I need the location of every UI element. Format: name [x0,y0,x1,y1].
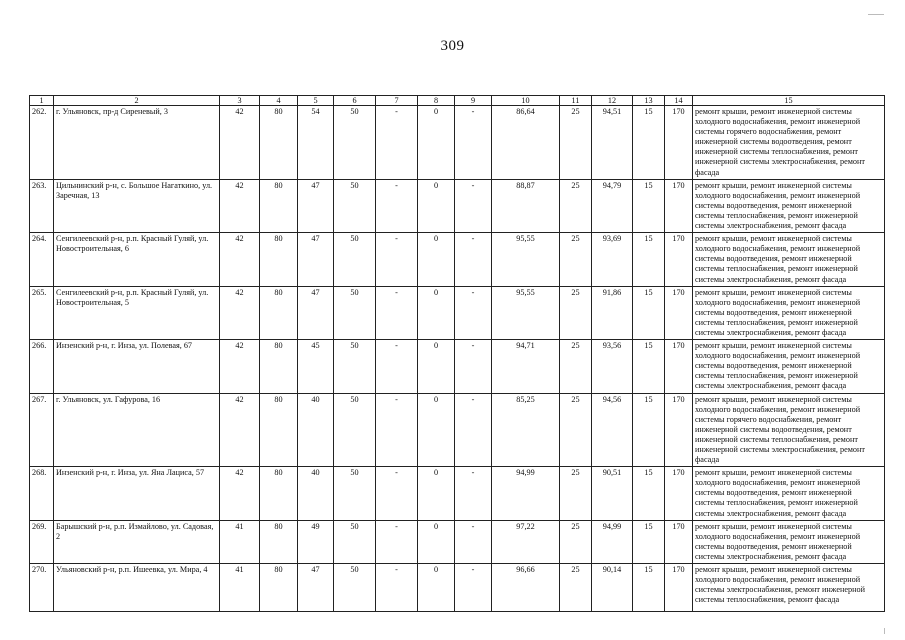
value-cell: 80 [260,106,298,180]
address-cell: Ульяновский р-н, р.п. Ишеевка, ул. Мира, 4 [54,564,220,612]
value-cell: 0 [418,340,455,393]
value-cell: 15 [633,564,665,612]
value-cell: 54 [298,106,334,180]
value-cell: 96,66 [492,564,560,612]
column-header: 14 [665,96,693,106]
column-header: 5 [298,96,334,106]
works-list-cell: ремонт крыши, ремонт инженерной системы холодного водоснабжения, ремонт инженерной системы горячего водоснабжения, ремонт инженерной системы водоотведения, ремонт инженерной системы теплоснабжения, ремонт инженерной системы электроснабжения, ремонт фасада [693,393,885,467]
value-cell: 0 [418,233,455,286]
value-cell: 50 [334,106,376,180]
value-cell: 42 [220,286,260,339]
column-header: 9 [455,96,492,106]
column-header: 8 [418,96,455,106]
address-cell: Сенгилеевский р-н, р.п. Красный Гуляй, ул. Новостроительная, 6 [54,233,220,286]
scan-mark [884,628,885,634]
value-cell: 86,64 [492,106,560,180]
address-cell: г. Ульяновск, ул. Гафурова, 16 [54,393,220,467]
value-cell: 170 [665,340,693,393]
address-cell: Цильнинский р-н, с. Большое Нагаткино, ул. Заречная, 13 [54,179,220,232]
value-cell: 170 [665,520,693,563]
works-list-cell: ремонт крыши, ремонт инженерной системы холодного водоснабжения, ремонт инженерной системы горячего водоснабжения, ремонт инженерной системы водоотведения, ремонт инженерной системы теплоснабжения, ремонт инженерной системы электроснабжения, ремонт фасада [693,106,885,180]
value-cell: 42 [220,340,260,393]
table-row [30,106,885,180]
row-number: 262. [30,106,54,180]
value-cell: - [376,393,418,467]
table-row [30,286,885,339]
value-cell: - [376,233,418,286]
value-cell: 50 [334,520,376,563]
value-cell: 41 [220,520,260,563]
value-cell: 42 [220,233,260,286]
address-cell: Инзенский р-н, г. Инза, ул. Полевая, 67 [54,340,220,393]
value-cell: 49 [298,520,334,563]
value-cell: 170 [665,106,693,180]
value-cell: 0 [418,179,455,232]
page-number: 309 [440,38,465,54]
value-cell: - [376,467,418,520]
value-cell: 94,99 [492,467,560,520]
value-cell: 80 [260,393,298,467]
works-list-cell: ремонт крыши, ремонт инженерной системы холодного водоснабжения, ремонт инженерной системы водоотведения, ремонт инженерной системы электроснабжения, ремонт фасада [693,520,885,563]
value-cell: 25 [560,467,592,520]
value-cell: - [455,286,492,339]
value-cell: 170 [665,467,693,520]
value-cell: 50 [334,233,376,286]
value-cell: 15 [633,233,665,286]
value-cell: 47 [298,233,334,286]
value-cell: 50 [334,179,376,232]
works-list-cell: ремонт крыши, ремонт инженерной системы холодного водоснабжения, ремонт инженерной системы электроснабжения, ремонт инженерной системы теплоснабжения, ремонт фасада [693,564,885,612]
value-cell: 90,14 [592,564,633,612]
value-cell: 15 [633,106,665,180]
column-header: 11 [560,96,592,106]
value-cell: - [455,340,492,393]
value-cell: 80 [260,564,298,612]
value-cell: 50 [334,286,376,339]
value-cell: 94,71 [492,340,560,393]
row-number: 268. [30,467,54,520]
value-cell: 0 [418,467,455,520]
value-cell: 50 [334,340,376,393]
value-cell: - [376,564,418,612]
value-cell: - [376,340,418,393]
value-cell: 170 [665,393,693,467]
scan-mark [868,14,884,15]
value-cell: 50 [334,564,376,612]
value-cell: 80 [260,286,298,339]
works-list-cell: ремонт крыши, ремонт инженерной системы холодного водоснабжения, ремонт инженерной системы водоотведения, ремонт инженерной системы теплоснабжения, ремонт инженерной системы электроснабжения, ремонт фасада [693,340,885,393]
value-cell: 15 [633,179,665,232]
row-number: 265. [30,286,54,339]
value-cell: 0 [418,286,455,339]
value-cell: 41 [220,564,260,612]
row-number: 266. [30,340,54,393]
value-cell: 42 [220,106,260,180]
value-cell: 15 [633,520,665,563]
value-cell: 42 [220,393,260,467]
address-cell: Сенгилеевский р-н, р.п. Красный Гуляй, ул. Новостроительная, 5 [54,286,220,339]
table-row [30,179,885,232]
value-cell: 95,55 [492,233,560,286]
value-cell: 47 [298,564,334,612]
value-cell: - [455,467,492,520]
column-header: 2 [54,96,220,106]
value-cell: 42 [220,467,260,520]
value-cell: 170 [665,286,693,339]
value-cell: 25 [560,179,592,232]
value-cell: 80 [260,520,298,563]
column-header: 10 [492,96,560,106]
value-cell: 25 [560,286,592,339]
row-number: 263. [30,179,54,232]
value-cell: - [455,393,492,467]
value-cell: 50 [334,467,376,520]
value-cell: 40 [298,393,334,467]
row-number: 270. [30,564,54,612]
value-cell: 170 [665,564,693,612]
value-cell: 47 [298,179,334,232]
value-cell: 80 [260,340,298,393]
value-cell: 47 [298,286,334,339]
value-cell: 94,56 [592,393,633,467]
repair-register-table [29,95,885,612]
value-cell: 15 [633,393,665,467]
value-cell: 94,79 [592,179,633,232]
value-cell: 88,87 [492,179,560,232]
value-cell: 25 [560,520,592,563]
address-cell: Инзенский р-н, г. Инза, ул. Яна Лациса, 57 [54,467,220,520]
value-cell: 0 [418,106,455,180]
column-number-row [30,96,885,106]
column-header: 1 [30,96,54,106]
address-cell: г. Ульяновск, пр-д Сиреневый, 3 [54,106,220,180]
table-row [30,233,885,286]
value-cell: - [376,520,418,563]
row-number: 267. [30,393,54,467]
value-cell: 95,55 [492,286,560,339]
value-cell: - [455,520,492,563]
row-number: 269. [30,520,54,563]
column-header: 6 [334,96,376,106]
value-cell: 15 [633,286,665,339]
value-cell: 94,99 [592,520,633,563]
value-cell: 15 [633,340,665,393]
value-cell: 15 [633,467,665,520]
value-cell: 25 [560,564,592,612]
works-list-cell: ремонт крыши, ремонт инженерной системы холодного водоснабжения, ремонт инженерной системы водоотведения, ремонт инженерной системы теплоснабжения, ремонт инженерной системы электроснабжения, ремонт фасада [693,233,885,286]
column-header: 4 [260,96,298,106]
value-cell: 25 [560,233,592,286]
value-cell: 45 [298,340,334,393]
value-cell: 25 [560,106,592,180]
value-cell: 80 [260,467,298,520]
table-row [30,467,885,520]
value-cell: - [376,286,418,339]
table-row [30,520,885,563]
value-cell: 40 [298,467,334,520]
value-cell: 25 [560,340,592,393]
column-header: 15 [693,96,885,106]
value-cell: 93,56 [592,340,633,393]
table-row [30,564,885,612]
value-cell: - [455,564,492,612]
value-cell: 25 [560,393,592,467]
works-list-cell: ремонт крыши, ремонт инженерной системы холодного водоснабжения, ремонт инженерной системы водоотведения, ремонт инженерной системы теплоснабжения, ремонт инженерной системы электроснабжения, ремонт фасада [693,179,885,232]
value-cell: 42 [220,179,260,232]
value-cell: 80 [260,233,298,286]
value-cell: 93,69 [592,233,633,286]
value-cell: - [455,179,492,232]
value-cell: 170 [665,179,693,232]
value-cell: 90,51 [592,467,633,520]
works-list-cell: ремонт крыши, ремонт инженерной системы холодного водоснабжения, ремонт инженерной системы водоотведения, ремонт инженерной системы теплоснабжения, ремонт инженерной системы электроснабжения, ремонт фасада [693,286,885,339]
value-cell: 50 [334,393,376,467]
address-cell: Барышский р-н, р.п. Измайлово, ул. Садовая, 2 [54,520,220,563]
column-header: 12 [592,96,633,106]
value-cell: 85,25 [492,393,560,467]
value-cell: - [455,233,492,286]
value-cell: 97,22 [492,520,560,563]
column-header: 7 [376,96,418,106]
works-list-cell: ремонт крыши, ремонт инженерной системы холодного водоснабжения, ремонт инженерной системы водоотведения, ремонт инженерной системы теплоснабжения, ремонт инженерной системы электроснабжения, ремонт фасада [693,467,885,520]
value-cell: 0 [418,520,455,563]
value-cell: 170 [665,233,693,286]
value-cell: 0 [418,393,455,467]
column-header: 13 [633,96,665,106]
table-row [30,393,885,467]
value-cell: 0 [418,564,455,612]
value-cell: 91,86 [592,286,633,339]
column-header: 3 [220,96,260,106]
value-cell: - [455,106,492,180]
value-cell: - [376,179,418,232]
row-number: 264. [30,233,54,286]
value-cell: - [376,106,418,180]
value-cell: 94,51 [592,106,633,180]
value-cell: 80 [260,179,298,232]
table-row [30,340,885,393]
